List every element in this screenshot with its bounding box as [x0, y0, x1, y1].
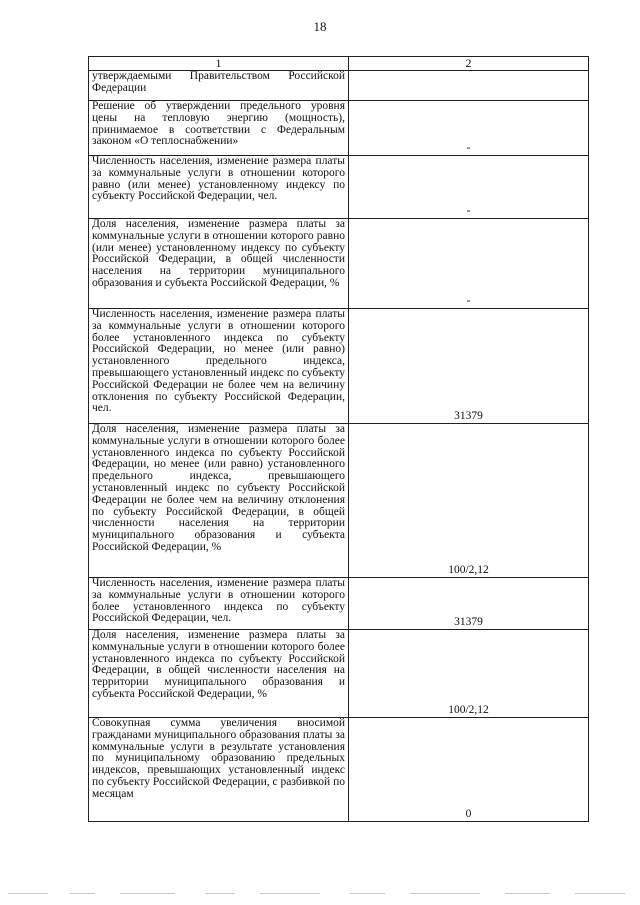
- table-row: [89, 101, 589, 156]
- row-value: 100/2,12: [349, 424, 589, 578]
- table-row: [89, 71, 589, 101]
- row-label-text: Доля населения, изменение размера платы за коммунальные услуги в отношении которого более установленного индекса по субъекту Российской Федерации, в общей численности населения на территории муниципального образования и субъекта Российской Федерации, %: [92, 629, 345, 700]
- table-row: [89, 718, 589, 822]
- table-row: [89, 630, 589, 718]
- row-label-text: Численность населения, изменение размера платы за коммунальные услуги в отношении которого равно (или менее) установленному индексу по субъекту Российской Федерации, чел.: [92, 155, 345, 203]
- table-row: [89, 309, 589, 424]
- row-value: -: [349, 101, 589, 156]
- table-header-row: [89, 57, 589, 71]
- row-value: 31379: [349, 578, 589, 630]
- row-label-text: утверждаемыми Правительством Российской Федерации: [92, 70, 345, 94]
- row-label-text: Совокупная сумма увеличения вносимой гражданами муниципального образования платы за коммунальные услуги в результате установления по муниципальному образованию предельных индексов, превышающих установленный индекс по субъекту Российской Федерации, с разбивкой по месяцам: [92, 717, 345, 800]
- row-label: [89, 219, 349, 309]
- table-row: [89, 578, 589, 630]
- row-value: 100/2,12: [349, 630, 589, 718]
- row-label-text: Численность населения, изменение размера платы за коммунальные услуги в отношении которого более установленного индекса по субъекту Российской Федерации, но менее (или равно) установленного предельного индекса, превышающего установленный индекс по субъекту Российской Федерации не более чем на величину отклонения по субъекту Российской Федерации, чел.: [92, 308, 345, 415]
- row-label: [89, 424, 349, 578]
- row-label: [89, 101, 349, 156]
- row-value: -: [349, 219, 589, 309]
- row-label: [89, 309, 349, 424]
- row-label: [89, 630, 349, 718]
- row-label-text: Численность населения, изменение размера платы за коммунальные услуги в отношении которого более установленного индекса по субъекту Российской Федерации, чел.: [92, 577, 345, 625]
- row-value: -: [349, 156, 589, 219]
- column-header-1: 1: [89, 57, 349, 71]
- row-label-text: Доля населения, изменение размера платы за коммунальные услуги в отношении которого более установленного индекса по субъекту Российской Федерации, но менее (или равно) установленного предельного индекса, превышающего установленный индекс по субъекту Российской Федерации не более чем на величину отклонения по субъекту Российской Федерации, в общей численности населения на территории муниципального образования и субъекта Российской Федерации, %: [92, 423, 345, 553]
- table-row: [89, 424, 589, 578]
- table-row: [89, 219, 589, 309]
- row-label-text: Доля населения, изменение размера платы за коммунальные услуги в отношении которого равно (или менее) установленному индексу по субъекту Российской Федерации, в общей численности населения на территории муниципального образования и субъекта Российской Федерации, %: [92, 218, 345, 289]
- row-label: [89, 71, 349, 101]
- row-label: [89, 718, 349, 822]
- row-value: 31379: [349, 309, 589, 424]
- data-table: [88, 56, 589, 822]
- row-label: [89, 156, 349, 219]
- row-label-text: Решение об утверждении предельного уровня цены на тепловую энергию (мощность), принимаемое в соответствии с Федеральным законом «О теплоснабжении»: [92, 100, 345, 148]
- row-value: [349, 71, 589, 101]
- table-row: [89, 156, 589, 219]
- page-number: 18: [313, 19, 327, 34]
- row-label: [89, 578, 349, 630]
- row-value: 0: [349, 718, 589, 822]
- column-header-2: 2: [349, 57, 589, 71]
- scan-noise: [0, 893, 640, 896]
